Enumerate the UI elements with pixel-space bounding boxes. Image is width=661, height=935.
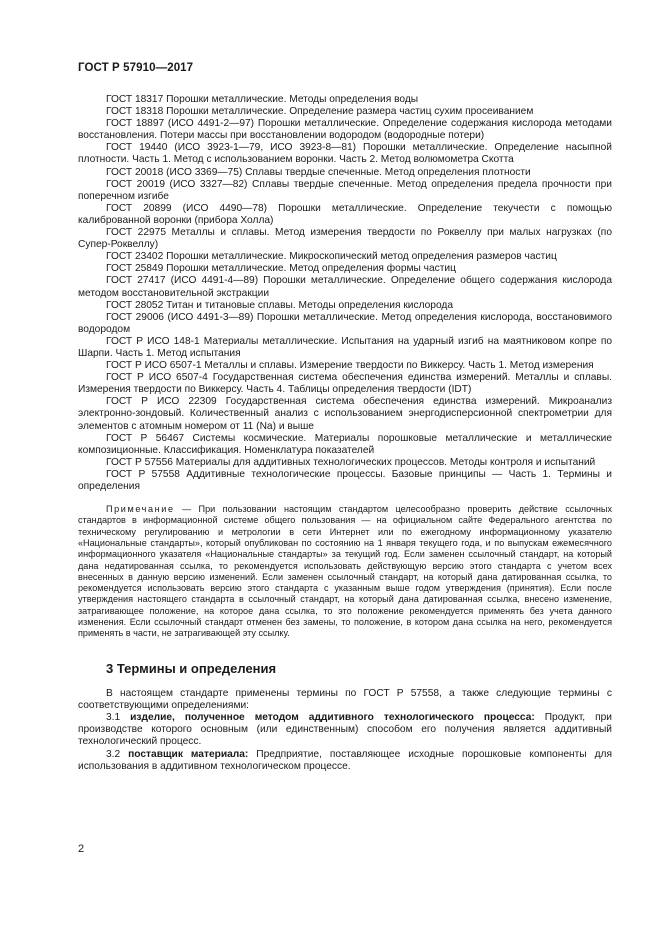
page-number: 2 bbox=[78, 843, 85, 855]
reference-item: ГОСТ Р 57556 Материалы для аддитивных технологических процессов. Методы контроля и испытаний bbox=[106, 456, 596, 468]
references-note bbox=[78, 504, 612, 640]
reference-item: ГОСТ Р ИСО 22309 Государственная система обеспечения единства измерений. Микроанализ электронно-зондовый. Количественный анализ с использованием энергодисперсионной спектрометрии для элементов с атомным номером от 11 (Na) и выше bbox=[78, 396, 612, 432]
reference-item: ГОСТ 28052 Титан и титановые сплавы. Методы определения кислорода bbox=[106, 299, 454, 311]
section-3-intro: В настоящем стандарте применены термины по ГОСТ Р 57558, а также следующие термины с соответствующими определениями: bbox=[78, 687, 612, 711]
term-definition: Предприятие, поставляющее исходные порошковые компоненты для использования в аддитивном технологическом процессе. bbox=[78, 748, 612, 772]
reference-item: ГОСТ 23402 Порошки металлические. Микроскопический метод определения размеров частиц bbox=[106, 251, 557, 263]
term-name: поставщик материала: bbox=[128, 748, 249, 760]
term-name: изделие, полученное методом аддитивного технологического процесса: bbox=[130, 712, 535, 724]
term-3-2 bbox=[78, 749, 612, 773]
reference-item: ГОСТ 22975 Металлы и сплавы. Метод измерения твердости по Роквеллу при малых нагрузках (по Супер-Роквеллу) bbox=[78, 227, 612, 251]
page-header: ГОСТ Р 57910—2017 bbox=[78, 62, 194, 74]
reference-item: ГОСТ 18897 (ИСО 4491-2—97) Порошки металлические. Определение содержания кислорода методами восстановления. Потери массы при восстановлении водородом (водородные потери) bbox=[78, 118, 612, 142]
reference-item: ГОСТ Р ИСО 6507-1 Металлы и сплавы. Измерение твердости по Виккерсу. Часть 1. Метод измерения bbox=[106, 360, 594, 372]
term-number: 3.2 bbox=[106, 748, 129, 760]
reference-item: ГОСТ 27417 (ИСО 4491-4—89) Порошки металлические. Определение общего содержания кислорода методом восстановительной экстракции bbox=[78, 275, 612, 299]
reference-item: ГОСТ 25849 Порошки металлические. Метод определения формы частиц bbox=[106, 263, 456, 275]
note-label: Примечание bbox=[106, 504, 175, 515]
section-3-body bbox=[78, 688, 612, 773]
reference-item: ГОСТ 20019 (ИСО 3327—82) Сплавы твердые спеченные. Метод определения предела прочности при поперечном изгибе bbox=[78, 178, 612, 202]
reference-item: ГОСТ Р ИСО 6507-4 Государственная система обеспечения единства измерений. Металлы и сплавы. Измерения твердости по Виккерсу. Часть 4. Таблицы определения твердости (IDT) bbox=[78, 372, 612, 396]
term-3-1 bbox=[78, 712, 612, 749]
reference-item: ГОСТ 19440 (ИСО 3923-1—79, ИСО 3923-8—81) Порошки металлические. Определение насыпной плотности. Часть 1. Метод с использованием воронки. Часть 2. Метод волюмометра Скотта bbox=[78, 142, 612, 166]
reference-item: ГОСТ Р 56467 Системы космические. Материалы порошковые металлические и металлические композиционные. Классификация. Номенклатура показателей bbox=[78, 432, 612, 456]
reference-item: ГОСТ Р ИСО 148-1 Материалы металлические. Испытания на ударный изгиб на маятниковом копре по Шарпи. Часть 1. Метод испытания bbox=[78, 335, 612, 359]
reference-item: ГОСТ 20899 (ИСО 4490—78) Порошки металлические. Определение текучести с помощью калиброванной воронки (прибора Холла) bbox=[78, 202, 612, 226]
normative-references-list bbox=[78, 94, 612, 493]
section-3-title: 3 Термины и определения bbox=[106, 660, 277, 676]
page-content bbox=[78, 94, 612, 773]
note-text: — При пользовании настоящим стандартом целесообразно проверить действие ссылочных стандартов в информационной системе общего пользования — на официальном сайте Федерального агентства по техническому регулированию и метрологии в сети Интернет или по ежегодному информационному указателю «Национальные стандарты», который опубликован по состоянию на 1 января текущего года, и по выпускам ежемесячного информационного указателя «Национальные стандарты» за текущий год. Если заменен ссылочный стандарт, на который дана недатированная ссылка, то рекомендуется использовать действующую версию этого стандарта с учетом всех внесенных в данную версию изменений. Если заменен ссылочный стандарт, на который дана датированная ссылка, то рекомендуется использовать версию этого стандарта с указанным выше годом утверждения (принятия). Если после утверждения настоящего стандарта в ссылочный стандарт, на который дана датированная ссылка, внесено изменение, затрагивающее положение, на которое дана ссылка, то это положение рекомендуется применять без учета данного изменения. Если ссылочный стандарт отменен без замены, то положение, в котором дана ссылка на него, рекомендуется применять в части, не затрагивающей эту ссылку. bbox=[78, 504, 612, 639]
reference-item: ГОСТ 18317 Порошки металлические. Методы определения воды bbox=[106, 94, 419, 105]
term-number: 3.1 bbox=[106, 712, 131, 724]
reference-item: ГОСТ 20018 (ИСО 3369—75) Сплавы твердые спеченные. Метод определения плотности bbox=[106, 166, 531, 178]
reference-item: ГОСТ Р 57558 Аддитивные технологические процессы. Базовые принципы — Часть 1. Термины и определения bbox=[78, 468, 612, 492]
term-definition: Продукт, при производстве которого основным (или единственным) способом его получения является аддитивный технологический процесс. bbox=[78, 712, 612, 748]
reference-item: ГОСТ 18318 Порошки металлические. Определение размера частиц сухим просеиванием bbox=[106, 106, 534, 118]
reference-item: ГОСТ 29006 (ИСО 4491-3—89) Порошки металлические. Метод определения кислорода, восстановимого водородом bbox=[78, 311, 612, 335]
